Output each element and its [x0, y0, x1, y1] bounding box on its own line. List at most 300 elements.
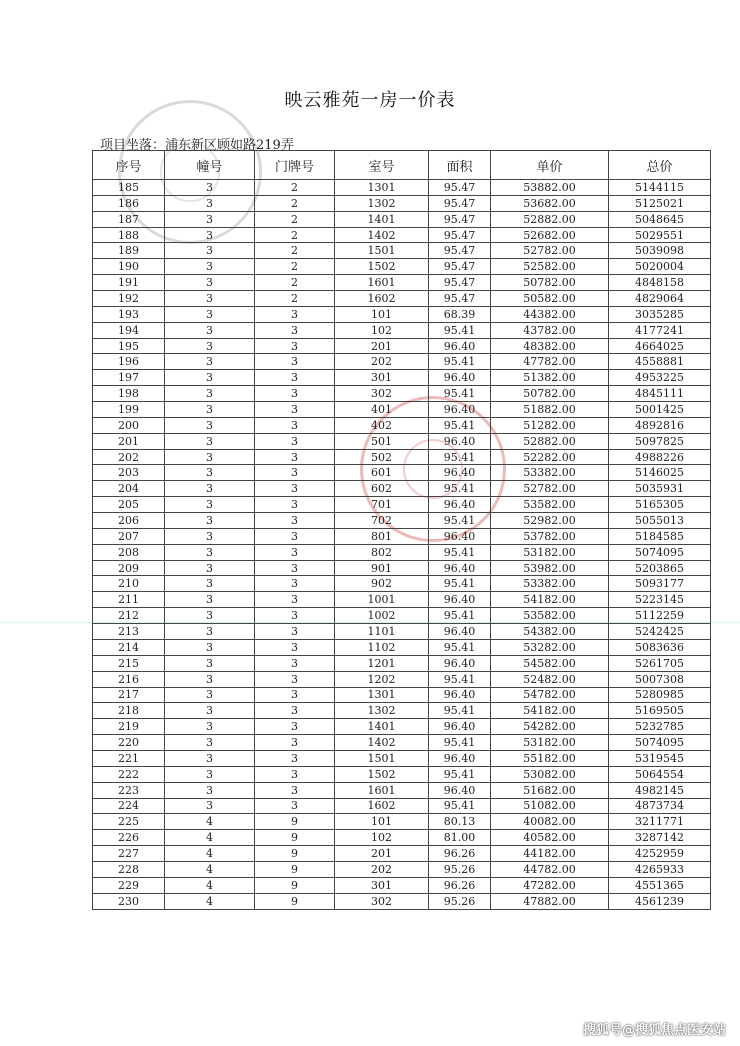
- cell-col-serial: 221: [93, 750, 165, 766]
- table-row: [93, 402, 711, 418]
- table-row: [93, 322, 711, 338]
- cell-col-door: 3: [255, 560, 335, 576]
- cell-col-area: 95.47: [429, 291, 491, 307]
- cell-col-door: 9: [255, 877, 335, 893]
- cell-col-area: 95.41: [429, 449, 491, 465]
- cell-col-area: 95.41: [429, 354, 491, 370]
- cell-col-room: 201: [335, 846, 429, 862]
- cell-col-building: 3: [165, 639, 255, 655]
- cell-col-total-price: 3287142: [609, 830, 711, 846]
- cell-col-door: 9: [255, 861, 335, 877]
- cell-col-unit-price: 52782.00: [491, 243, 609, 259]
- table-row: [93, 497, 711, 513]
- cell-col-total-price: 4982145: [609, 782, 711, 798]
- cell-col-unit-price: 47782.00: [491, 354, 609, 370]
- table-row: [93, 576, 711, 592]
- cell-col-building: 3: [165, 497, 255, 513]
- cell-col-door: 3: [255, 576, 335, 592]
- cell-col-serial: 185: [93, 180, 165, 196]
- cell-col-building: 3: [165, 719, 255, 735]
- cell-col-building: 4: [165, 877, 255, 893]
- cell-col-area: 96.40: [429, 402, 491, 418]
- cell-col-total-price: 5039098: [609, 243, 711, 259]
- table-row: [93, 846, 711, 862]
- cell-col-unit-price: 50782.00: [491, 275, 609, 291]
- cell-col-unit-price: 52682.00: [491, 227, 609, 243]
- cell-col-area: 96.40: [429, 338, 491, 354]
- cell-col-room: 202: [335, 354, 429, 370]
- cell-col-room: 1101: [335, 624, 429, 640]
- cell-col-total-price: 5184585: [609, 528, 711, 544]
- cell-col-total-price: 5232785: [609, 719, 711, 735]
- cell-col-room: 1502: [335, 766, 429, 782]
- cell-col-serial: 188: [93, 227, 165, 243]
- cell-col-area: 96.40: [429, 497, 491, 513]
- cell-col-total-price: 5242425: [609, 624, 711, 640]
- cell-col-total-price: 4252959: [609, 846, 711, 862]
- cell-col-total-price: 5020004: [609, 259, 711, 275]
- table-row: [93, 338, 711, 354]
- table-row: [93, 655, 711, 671]
- cell-col-room: 802: [335, 544, 429, 560]
- cell-col-area: 95.41: [429, 513, 491, 529]
- table-row: [93, 592, 711, 608]
- cell-col-area: 81.00: [429, 830, 491, 846]
- cell-col-unit-price: 52882.00: [491, 211, 609, 227]
- cell-col-room: 201: [335, 338, 429, 354]
- cell-col-serial: 198: [93, 386, 165, 402]
- cell-col-serial: 191: [93, 275, 165, 291]
- cell-col-total-price: 5223145: [609, 592, 711, 608]
- table-row: [93, 370, 711, 386]
- cell-col-unit-price: 54282.00: [491, 719, 609, 735]
- cell-col-room: 1102: [335, 639, 429, 655]
- cell-col-unit-price: 53382.00: [491, 576, 609, 592]
- cell-col-unit-price: 52482.00: [491, 671, 609, 687]
- cell-col-serial: 213: [93, 624, 165, 640]
- table-row: [93, 465, 711, 481]
- table-row: [93, 243, 711, 259]
- cell-col-room: 102: [335, 830, 429, 846]
- cell-col-serial: 204: [93, 481, 165, 497]
- cell-col-total-price: 5146025: [609, 465, 711, 481]
- cell-col-unit-price: 54382.00: [491, 624, 609, 640]
- cell-col-door: 3: [255, 798, 335, 814]
- cell-col-door: 3: [255, 402, 335, 418]
- cell-col-total-price: 4551365: [609, 877, 711, 893]
- cell-col-building: 3: [165, 671, 255, 687]
- cell-col-door: 3: [255, 386, 335, 402]
- cell-col-building: 3: [165, 227, 255, 243]
- table-row: [93, 735, 711, 751]
- cell-col-unit-price: 52282.00: [491, 449, 609, 465]
- table-row: [93, 211, 711, 227]
- cell-col-total-price: 5083636: [609, 639, 711, 655]
- cell-col-area: 96.40: [429, 624, 491, 640]
- cell-col-unit-price: 53782.00: [491, 528, 609, 544]
- cell-col-total-price: 4953225: [609, 370, 711, 386]
- cell-col-serial: 214: [93, 639, 165, 655]
- table-row: [93, 624, 711, 640]
- cell-col-serial: 217: [93, 687, 165, 703]
- cell-col-unit-price: 50782.00: [491, 386, 609, 402]
- cell-col-door: 3: [255, 624, 335, 640]
- cell-col-building: 3: [165, 608, 255, 624]
- cell-col-area: 95.47: [429, 211, 491, 227]
- cell-col-area: 95.47: [429, 227, 491, 243]
- cell-col-building: 3: [165, 433, 255, 449]
- header-col-room: 室号: [335, 151, 429, 180]
- cell-col-room: 202: [335, 861, 429, 877]
- cell-col-unit-price: 43782.00: [491, 322, 609, 338]
- cell-col-room: 901: [335, 560, 429, 576]
- cell-col-room: 801: [335, 528, 429, 544]
- cell-col-total-price: 5064554: [609, 766, 711, 782]
- cell-col-unit-price: 53382.00: [491, 465, 609, 481]
- cell-col-area: 95.41: [429, 544, 491, 560]
- cell-col-area: 68.39: [429, 306, 491, 322]
- cell-col-building: 3: [165, 291, 255, 307]
- cell-col-area: 95.41: [429, 798, 491, 814]
- cell-col-serial: 226: [93, 830, 165, 846]
- table-row: [93, 671, 711, 687]
- cell-col-total-price: 5007308: [609, 671, 711, 687]
- cell-col-unit-price: 53282.00: [491, 639, 609, 655]
- cell-col-unit-price: 51682.00: [491, 782, 609, 798]
- cell-col-room: 1302: [335, 703, 429, 719]
- cell-col-door: 3: [255, 322, 335, 338]
- cell-col-building: 3: [165, 750, 255, 766]
- cell-col-door: 3: [255, 306, 335, 322]
- cell-col-total-price: 5261705: [609, 655, 711, 671]
- table-row: [93, 180, 711, 196]
- cell-col-door: 2: [255, 243, 335, 259]
- cell-col-area: 95.41: [429, 417, 491, 433]
- cell-col-room: 301: [335, 370, 429, 386]
- table-row: [93, 417, 711, 433]
- table-row: [93, 433, 711, 449]
- cell-col-serial: 229: [93, 877, 165, 893]
- cell-col-unit-price: 44782.00: [491, 861, 609, 877]
- cell-col-unit-price: 53882.00: [491, 180, 609, 196]
- cell-col-door: 3: [255, 671, 335, 687]
- header-col-door: 门牌号: [255, 151, 335, 180]
- cell-col-building: 3: [165, 417, 255, 433]
- cell-col-building: 3: [165, 592, 255, 608]
- cell-col-area: 96.40: [429, 433, 491, 449]
- cell-col-door: 3: [255, 608, 335, 624]
- cell-col-total-price: 4845111: [609, 386, 711, 402]
- cell-col-area: 95.41: [429, 639, 491, 655]
- cell-col-building: 3: [165, 766, 255, 782]
- cell-col-total-price: 5035931: [609, 481, 711, 497]
- cell-col-building: 3: [165, 211, 255, 227]
- header-col-serial: 序号: [93, 151, 165, 180]
- cell-col-door: 3: [255, 417, 335, 433]
- cell-col-room: 601: [335, 465, 429, 481]
- cell-col-area: 80.13: [429, 814, 491, 830]
- cell-col-building: 4: [165, 830, 255, 846]
- cell-col-door: 9: [255, 846, 335, 862]
- cell-col-serial: 200: [93, 417, 165, 433]
- cell-col-total-price: 5074095: [609, 735, 711, 751]
- cell-col-unit-price: 44182.00: [491, 846, 609, 862]
- cell-col-door: 3: [255, 639, 335, 655]
- cell-col-unit-price: 47282.00: [491, 877, 609, 893]
- cell-col-area: 95.41: [429, 576, 491, 592]
- cell-col-serial: 186: [93, 195, 165, 211]
- cell-col-room: 1301: [335, 180, 429, 196]
- cell-col-room: 1301: [335, 687, 429, 703]
- cell-col-room: 401: [335, 402, 429, 418]
- table-row: [93, 893, 711, 909]
- cell-col-area: 96.40: [429, 528, 491, 544]
- cell-col-area: 95.47: [429, 180, 491, 196]
- cell-col-area: 96.40: [429, 750, 491, 766]
- cell-col-room: 302: [335, 386, 429, 402]
- table-row: [93, 259, 711, 275]
- cell-col-unit-price: 55182.00: [491, 750, 609, 766]
- table-row: [93, 703, 711, 719]
- cell-col-building: 3: [165, 243, 255, 259]
- cell-col-door: 3: [255, 354, 335, 370]
- cell-col-building: 3: [165, 322, 255, 338]
- cell-col-unit-price: 53582.00: [491, 497, 609, 513]
- cell-col-area: 95.47: [429, 195, 491, 211]
- cell-col-total-price: 5125021: [609, 195, 711, 211]
- cell-col-total-price: 4892816: [609, 417, 711, 433]
- table-row: [93, 861, 711, 877]
- cell-col-total-price: 5319545: [609, 750, 711, 766]
- cell-col-serial: 203: [93, 465, 165, 481]
- cell-col-area: 96.40: [429, 465, 491, 481]
- cell-col-building: 3: [165, 195, 255, 211]
- cell-col-area: 96.40: [429, 560, 491, 576]
- cell-col-building: 3: [165, 782, 255, 798]
- cell-col-room: 1401: [335, 211, 429, 227]
- cell-col-total-price: 4558881: [609, 354, 711, 370]
- cell-col-area: 95.41: [429, 386, 491, 402]
- cell-col-area: 95.41: [429, 322, 491, 338]
- cell-col-serial: 196: [93, 354, 165, 370]
- cell-col-unit-price: 40082.00: [491, 814, 609, 830]
- cell-col-door: 9: [255, 814, 335, 830]
- cell-col-total-price: 4561239: [609, 893, 711, 909]
- page-title: 映云雅苑一房一价表: [284, 90, 456, 111]
- cell-col-unit-price: 44382.00: [491, 306, 609, 322]
- cell-col-building: 3: [165, 687, 255, 703]
- cell-col-building: 3: [165, 259, 255, 275]
- cell-col-building: 3: [165, 370, 255, 386]
- cell-col-door: 3: [255, 655, 335, 671]
- cell-col-door: 3: [255, 370, 335, 386]
- cell-col-unit-price: 47882.00: [491, 893, 609, 909]
- cell-col-total-price: 4829064: [609, 291, 711, 307]
- cell-col-serial: 222: [93, 766, 165, 782]
- cell-col-serial: 205: [93, 497, 165, 513]
- cell-col-area: 95.41: [429, 481, 491, 497]
- cell-col-serial: 207: [93, 528, 165, 544]
- cell-col-building: 3: [165, 465, 255, 481]
- cell-col-door: 3: [255, 497, 335, 513]
- cell-col-room: 1501: [335, 750, 429, 766]
- table-row: [93, 449, 711, 465]
- cell-col-area: 96.40: [429, 592, 491, 608]
- cell-col-unit-price: 48382.00: [491, 338, 609, 354]
- cell-col-room: 602: [335, 481, 429, 497]
- table-row: [93, 798, 711, 814]
- cell-col-area: 96.40: [429, 719, 491, 735]
- price-table: [92, 150, 711, 910]
- cell-col-serial: 224: [93, 798, 165, 814]
- cell-col-room: 1002: [335, 608, 429, 624]
- cell-col-room: 502: [335, 449, 429, 465]
- cell-col-unit-price: 52582.00: [491, 259, 609, 275]
- cell-col-unit-price: 53182.00: [491, 544, 609, 560]
- cell-col-unit-price: 54182.00: [491, 703, 609, 719]
- cell-col-serial: 193: [93, 306, 165, 322]
- cell-col-total-price: 5097825: [609, 433, 711, 449]
- table-row: [93, 481, 711, 497]
- cell-col-building: 4: [165, 814, 255, 830]
- cell-col-building: 3: [165, 402, 255, 418]
- cell-col-serial: 218: [93, 703, 165, 719]
- cell-col-total-price: 4177241: [609, 322, 711, 338]
- table-row: [93, 814, 711, 830]
- cell-col-serial: 216: [93, 671, 165, 687]
- cell-col-room: 1602: [335, 291, 429, 307]
- cell-col-door: 9: [255, 830, 335, 846]
- cell-col-building: 3: [165, 624, 255, 640]
- cell-col-door: 2: [255, 275, 335, 291]
- cell-col-serial: 210: [93, 576, 165, 592]
- cell-col-door: 2: [255, 180, 335, 196]
- cell-col-building: 3: [165, 338, 255, 354]
- cell-col-area: 96.26: [429, 846, 491, 862]
- cell-col-total-price: 5001425: [609, 402, 711, 418]
- cell-col-unit-price: 51282.00: [491, 417, 609, 433]
- cell-col-unit-price: 52782.00: [491, 481, 609, 497]
- cell-col-serial: 227: [93, 846, 165, 862]
- cell-col-total-price: 3035285: [609, 306, 711, 322]
- cell-col-total-price: 4664025: [609, 338, 711, 354]
- cell-col-area: 95.41: [429, 671, 491, 687]
- cell-col-door: 3: [255, 703, 335, 719]
- cell-col-door: 3: [255, 449, 335, 465]
- cell-col-area: 95.41: [429, 608, 491, 624]
- table-body: [93, 180, 711, 910]
- header-col-area: 面积: [429, 151, 491, 180]
- cell-col-area: 96.40: [429, 655, 491, 671]
- cell-col-serial: 212: [93, 608, 165, 624]
- cell-col-door: 3: [255, 750, 335, 766]
- cell-col-area: 95.47: [429, 275, 491, 291]
- cell-col-total-price: 4848158: [609, 275, 711, 291]
- cell-col-door: 3: [255, 735, 335, 751]
- cell-col-room: 102: [335, 322, 429, 338]
- cell-col-building: 3: [165, 275, 255, 291]
- cell-col-unit-price: 50582.00: [491, 291, 609, 307]
- cell-col-total-price: 4265933: [609, 861, 711, 877]
- cell-col-serial: 219: [93, 719, 165, 735]
- cell-col-unit-price: 40582.00: [491, 830, 609, 846]
- cell-col-door: 3: [255, 338, 335, 354]
- cell-col-area: 96.26: [429, 877, 491, 893]
- cell-col-door: 2: [255, 227, 335, 243]
- cell-col-door: 3: [255, 528, 335, 544]
- cell-col-room: 402: [335, 417, 429, 433]
- cell-col-serial: 197: [93, 370, 165, 386]
- cell-col-serial: 225: [93, 814, 165, 830]
- cell-col-area: 96.40: [429, 687, 491, 703]
- cell-col-room: 1402: [335, 227, 429, 243]
- cell-col-unit-price: 51882.00: [491, 402, 609, 418]
- cell-col-total-price: 5280985: [609, 687, 711, 703]
- cell-col-serial: 194: [93, 322, 165, 338]
- cell-col-unit-price: 52982.00: [491, 513, 609, 529]
- cell-col-unit-price: 53982.00: [491, 560, 609, 576]
- cell-col-building: 3: [165, 449, 255, 465]
- cell-col-unit-price: 53182.00: [491, 735, 609, 751]
- cell-col-room: 1601: [335, 782, 429, 798]
- cell-col-room: 501: [335, 433, 429, 449]
- cell-col-total-price: 5048645: [609, 211, 711, 227]
- table-row: [93, 750, 711, 766]
- cell-col-building: 3: [165, 306, 255, 322]
- cell-col-serial: 189: [93, 243, 165, 259]
- cell-col-serial: 228: [93, 861, 165, 877]
- cell-col-door: 2: [255, 291, 335, 307]
- watermark: 搜狐号@搜狐焦点医安站: [582, 1023, 726, 1038]
- cell-col-area: 95.41: [429, 703, 491, 719]
- cell-col-area: 95.41: [429, 766, 491, 782]
- cell-col-total-price: 5203865: [609, 560, 711, 576]
- cell-col-serial: 195: [93, 338, 165, 354]
- cell-col-room: 1202: [335, 671, 429, 687]
- cell-col-serial: 202: [93, 449, 165, 465]
- cell-col-building: 3: [165, 481, 255, 497]
- cell-col-area: 95.47: [429, 243, 491, 259]
- cell-col-door: 9: [255, 893, 335, 909]
- cell-col-unit-price: 54582.00: [491, 655, 609, 671]
- cell-col-room: 101: [335, 814, 429, 830]
- table-row: [93, 306, 711, 322]
- cell-col-serial: 206: [93, 513, 165, 529]
- cell-col-area: 95.26: [429, 893, 491, 909]
- table-row: [93, 830, 711, 846]
- cell-col-building: 3: [165, 655, 255, 671]
- table-row: [93, 195, 711, 211]
- cell-col-area: 96.40: [429, 370, 491, 386]
- table-row: [93, 877, 711, 893]
- cell-col-door: 3: [255, 481, 335, 497]
- cell-col-serial: 223: [93, 782, 165, 798]
- cell-col-room: 1401: [335, 719, 429, 735]
- table-row: [93, 544, 711, 560]
- cell-col-serial: 215: [93, 655, 165, 671]
- cell-col-total-price: 5144115: [609, 180, 711, 196]
- table-row: [93, 719, 711, 735]
- cell-col-building: 3: [165, 354, 255, 370]
- cell-col-room: 1602: [335, 798, 429, 814]
- cell-col-door: 3: [255, 465, 335, 481]
- cell-col-room: 1502: [335, 259, 429, 275]
- cell-col-room: 1001: [335, 592, 429, 608]
- cell-col-building: 3: [165, 528, 255, 544]
- cell-col-total-price: 4873734: [609, 798, 711, 814]
- cell-col-room: 1402: [335, 735, 429, 751]
- cell-col-building: 4: [165, 893, 255, 909]
